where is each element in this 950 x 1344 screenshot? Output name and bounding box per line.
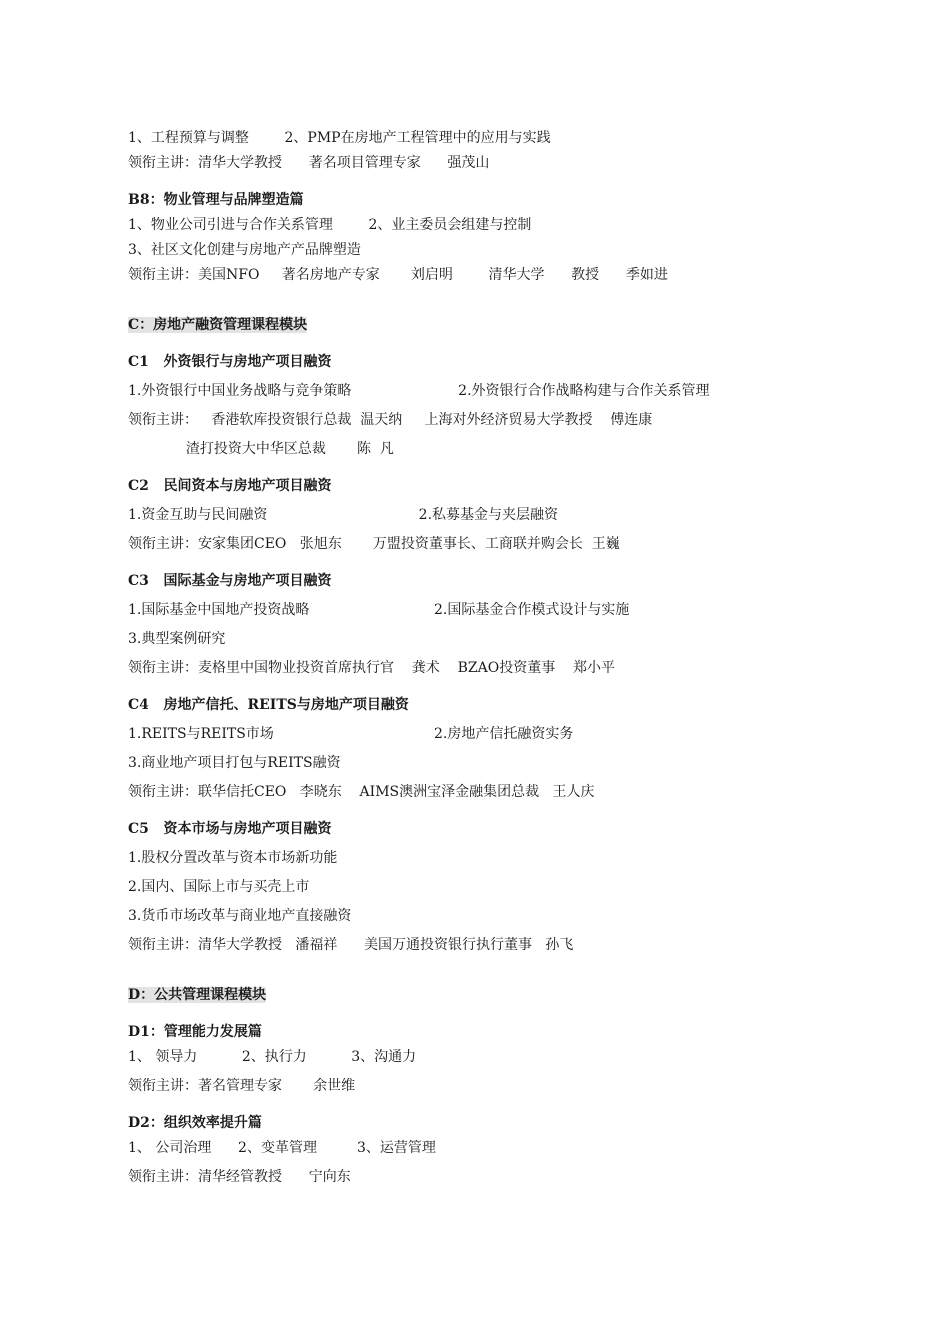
c4-heading: C4 房地产信托、REITS与房地产项目融资 (128, 697, 409, 713)
c2-heading: C2 民间资本与房地产项目融资 (128, 478, 332, 494)
b8-topics-2: 3、社区文化创建与房地产产品牌塑造 (128, 242, 361, 258)
c5-topic-1: 1.股权分置改革与资本市场新功能 (128, 850, 338, 866)
c1-lecturers-2: 渣打投资大中华区总裁 陈 凡 (128, 441, 394, 457)
c2-topics: 1.资金互助与民间融资 2.私募基金与夹层融资 (128, 507, 559, 523)
c1-heading: C1 外资银行与房地产项目融资 (128, 354, 332, 370)
b7-topics: 1、工程预算与调整 2、PMP在房地产工程管理中的应用与实践 (128, 130, 551, 146)
c5-topic-2: 2.国内、国际上市与买壳上市 (128, 879, 310, 895)
c3-heading: C3 国际基金与房地产项目融资 (128, 573, 332, 589)
c3-lecturers: 领衔主讲：麦格里中国物业投资首席执行官 龚术 BZAO投资董事 郑小平 (128, 660, 616, 676)
b7-lecturers: 领衔主讲：清华大学教授 著名项目管理专家 强茂山 (128, 155, 490, 171)
d1-lecturers: 领衔主讲：著名管理专家 余世维 (128, 1078, 356, 1094)
module-d-title: D：公共管理课程模块 (128, 987, 267, 1003)
d1-topics: 1、 领导力 2、执行力 3、沟通力 (128, 1049, 417, 1065)
module-c-heading (128, 316, 307, 334)
b8-heading: B8：物业管理与品牌塑造篇 (128, 192, 304, 208)
c4-topics-2: 3.商业地产项目打包与REITS融资 (128, 755, 341, 771)
d2-heading: D2：组织效率提升篇 (128, 1115, 262, 1131)
c1-topics: 1.外资银行中国业务战略与竞争策略 2.外资银行合作战略构建与合作关系管理 (128, 383, 710, 399)
c3-topics-1: 1.国际基金中国地产投资战略 2.国际基金合作模式设计与实施 (128, 602, 630, 618)
d2-topics: 1、 公司治理 2、变革管理 3、运营管理 (128, 1140, 436, 1156)
c4-lecturers: 领衔主讲：联华信托CEO 李晓东 AIMS澳洲宝泽金融集团总裁 王人庆 (128, 784, 595, 800)
d2-lecturers: 领衔主讲：清华经管教授 宁向东 (128, 1169, 351, 1185)
c4-topics-1: 1.REITS与REITS市场 2.房地产信托融资实务 (128, 726, 574, 742)
b8-topics-1: 1、物业公司引进与合作关系管理 2、业主委员会组建与控制 (128, 217, 532, 233)
b8-lecturers: 领衔主讲：美国NFO 著名房地产专家 刘启明 清华大学 教授 季如进 (128, 267, 668, 283)
module-c-title: C：房地产融资管理课程模块 (128, 317, 308, 333)
c3-topics-2: 3.典型案例研究 (128, 631, 226, 647)
module-d-heading (128, 986, 266, 1004)
d1-heading: D1：管理能力发展篇 (128, 1024, 262, 1040)
c5-topic-3: 3.货币市场改革与商业地产直接融资 (128, 908, 352, 924)
c1-lecturers-1: 领衔主讲： 香港软库投资银行总裁 温天纳 上海对外经济贸易大学教授 傅连康 (128, 412, 653, 428)
c5-lecturers: 领衔主讲：清华大学教授 潘福祥 美国万通投资银行执行董事 孙飞 (128, 937, 574, 953)
c2-lecturers: 领衔主讲：安家集团CEO 张旭东 万盟投资董事长、工商联并购会长 王巍 (128, 536, 620, 552)
c5-heading: C5 资本市场与房地产项目融资 (128, 821, 332, 837)
